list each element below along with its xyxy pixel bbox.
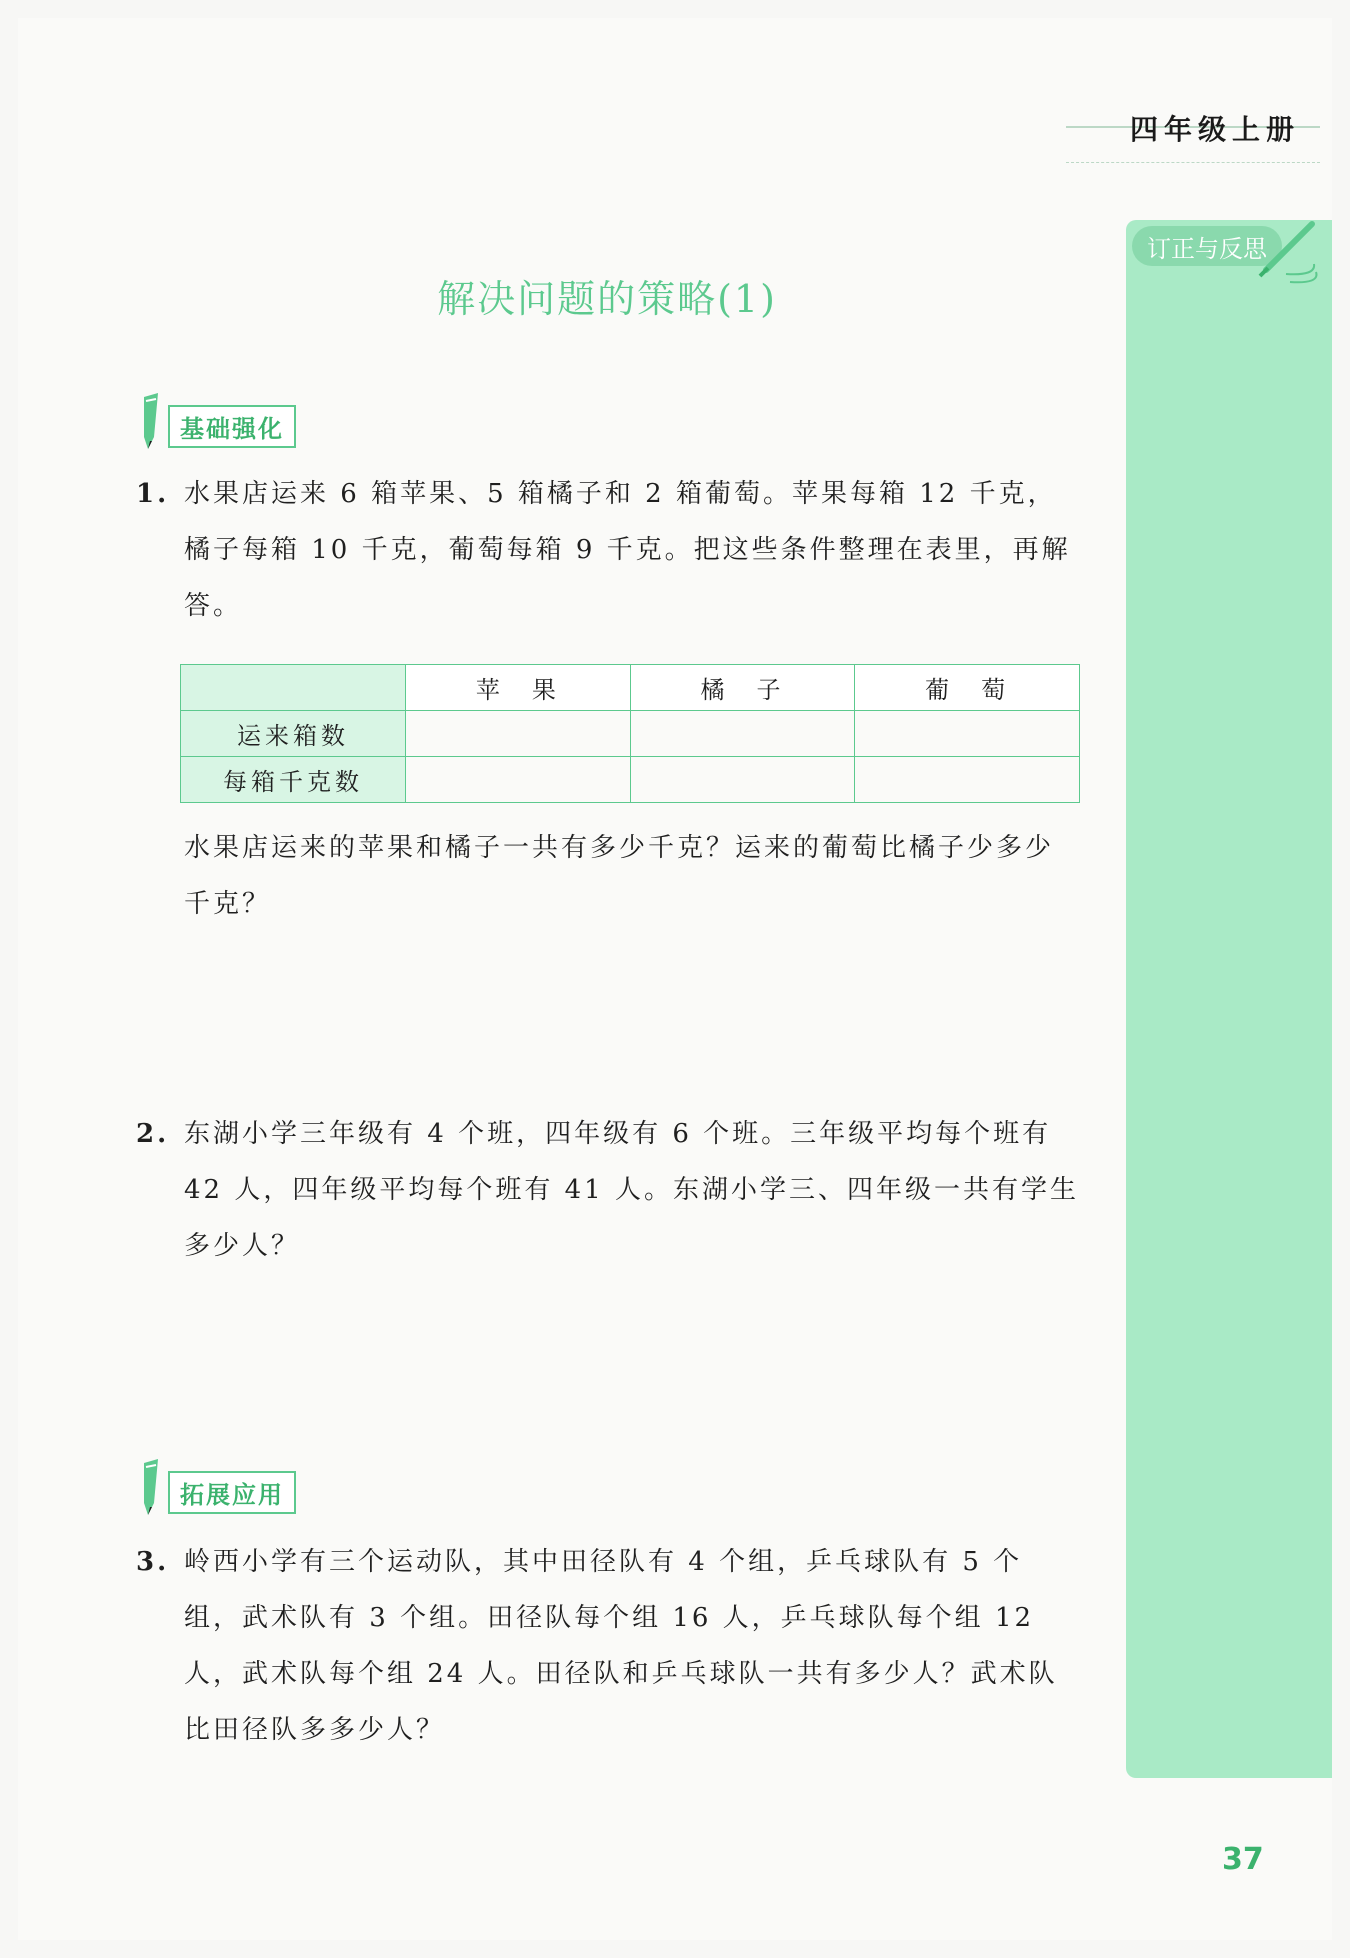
question-number: 1. <box>136 479 170 509</box>
pen-icon <box>1256 214 1326 294</box>
table-row <box>181 757 1080 803</box>
question-number: 2. <box>136 1119 170 1149</box>
answer-cell[interactable] <box>406 711 631 757</box>
pencil-icon <box>136 1457 166 1519</box>
answer-cell[interactable] <box>855 711 1080 757</box>
question-1 <box>136 466 1080 634</box>
table-header-row <box>181 665 1080 711</box>
table-corner <box>181 665 406 711</box>
question-text: 东湖小学三年级有 4 个班，四年级有 6 个班。三年级平均每个班有 42 人，四年级平均每个班有 41 人。东湖小学三、四年级一共有学生多少人？ <box>184 1119 1079 1261</box>
question-1-followup <box>136 820 1080 932</box>
question-2 <box>136 1106 1080 1274</box>
answer-cell[interactable] <box>630 711 855 757</box>
table-header-cell: 葡 萄 <box>855 665 1080 711</box>
question-text: 水果店运来 6 箱苹果、5 箱橘子和 2 箱葡萄。苹果每箱 12 千克，橘子每箱 10 千克，葡萄每箱 9 千克。把这些条件整理在表里，再解答。 <box>184 479 1071 621</box>
table-row-label: 运来箱数 <box>181 711 406 757</box>
answer-cell[interactable] <box>855 757 1080 803</box>
question-3 <box>136 1534 1080 1758</box>
section-basic <box>136 404 296 448</box>
pencil-icon <box>136 391 166 453</box>
answer-cell[interactable] <box>406 757 631 803</box>
table-header-cell: 苹 果 <box>406 665 631 711</box>
section-label: 拓展应用 <box>168 1471 296 1514</box>
page-number: 37 <box>1222 1842 1264 1877</box>
table-row <box>181 711 1080 757</box>
data-table <box>180 664 1080 803</box>
table-row-label: 每箱千克数 <box>181 757 406 803</box>
grade-label: 四年级上册 <box>1130 113 1301 146</box>
question-number: 3. <box>136 1547 170 1577</box>
question-text: 水果店运来的苹果和橘子一共有多少千克？运来的葡萄比橘子少多少千克？ <box>184 833 1055 919</box>
answer-cell[interactable] <box>630 757 855 803</box>
question-text: 岭西小学有三个运动队，其中田径队有 4 个组，乒乓球队有 5 个组，武术队有 3 个组。田径队每个组 16 人，乒乓球队每个组 12 人，武术队每个组 24 人。田径队和乒乓球队一共有多少人？武术队比田径队多多少人？ <box>184 1547 1058 1745</box>
section-label: 基础强化 <box>168 405 296 448</box>
table-header-cell: 橘 子 <box>630 665 855 711</box>
section-extend <box>136 1470 296 1514</box>
correction-tab: 订正与反思 <box>1132 226 1282 266</box>
page-title: 解决问题的策略(1) <box>437 277 777 321</box>
correction-panel <box>1126 220 1332 1778</box>
